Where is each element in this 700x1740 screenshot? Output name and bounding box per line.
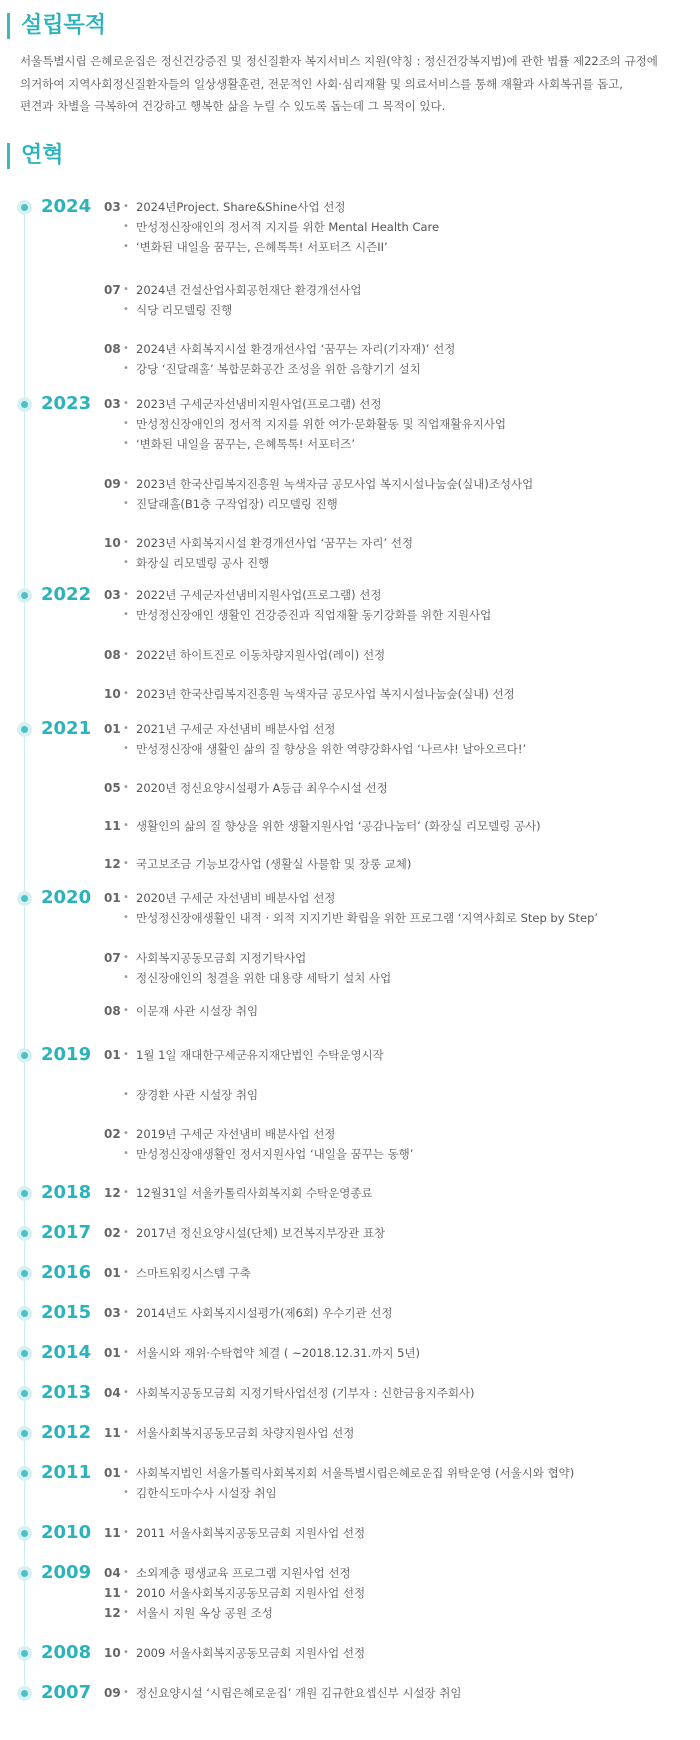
history-item: • 진달래홀(B1층 구작업장) 리모델링 진행 <box>136 494 338 514</box>
timeline-dot-icon <box>17 1266 32 1281</box>
history-item: • 2022년 하이트진로 이동차량지원사업(레이) 선정 <box>136 645 385 665</box>
history-item: • 2024년 건설산업사회공헌재단 환경개선사업 <box>136 280 361 300</box>
timeline-dot-icon <box>17 1306 32 1321</box>
purpose-line: 편견과 차별을 극복하여 건강하고 행복한 삶을 누릴 수 있도록 돕는데 그 목적이 있다. <box>20 99 446 113</box>
month-label: 11 <box>104 1526 121 1540</box>
month-label: 07 <box>104 283 121 297</box>
history-item: • 2009 서울사회복지공동모금회 지원사업 선정 <box>136 1643 365 1663</box>
month-label: 07 <box>104 951 121 965</box>
history-item: • 2024년 사회복지시설 환경개선사업 ‘꿈꾸는 자리(기자재)’ 선정 <box>136 339 455 359</box>
history-item: • ‘변화된 내일을 꿈꾸는, 은혜톡톡! 서포터즈 시즌II’ <box>136 237 388 257</box>
history-item: • 2010 서울사회복지공동모금회 지원사업 선정 <box>136 1583 365 1603</box>
month-label: 08 <box>104 342 121 356</box>
history-item: • 2023년 한국산림복지진흥원 녹색자금 공모사업 복지시설나눔숲(실내) 선정 <box>136 684 515 704</box>
month-label: 08 <box>104 648 121 662</box>
year-label: 2007 <box>41 1682 92 1703</box>
month-label: 01 <box>104 1266 121 1280</box>
history-item: • 소외계층 평생교육 프로그램 지원사업 선정 <box>136 1563 351 1583</box>
month-label: 01 <box>104 1048 121 1062</box>
timeline-dot-icon <box>17 891 32 906</box>
month-label: 05 <box>104 781 121 795</box>
history-item: • 김한식도마수사 시설장 취임 <box>136 1483 277 1503</box>
history-item: • 사회복지공동모금회 지정기탁사업선정 (기부자 : 신한금융지주회사) <box>136 1383 475 1403</box>
year-label: 2020 <box>41 887 92 908</box>
history-item: • 정신장애인의 청결을 위한 대용량 세탁기 설치 사업 <box>136 968 391 988</box>
history-item: • 만성정신장애인의 정서적 지지를 위한 Mental Health Care <box>136 217 439 237</box>
history-item: • 2019년 구세군 자선냄비 배분사업 선정 <box>136 1124 335 1144</box>
timeline-dot-icon <box>17 1426 32 1441</box>
history-item: • 정신요양시설 ‘시립은혜로운집’ 개원 김규한요셉신부 시설장 취임 <box>136 1683 462 1703</box>
month-label: 02 <box>104 1226 121 1240</box>
history-item: • 강당 ‘진달래홀’ 복합문화공간 조성을 위한 음향기기 설치 <box>136 359 421 379</box>
history-item: • 2022년 구세군자선냄비지원사업(프로그램) 선정 <box>136 585 382 605</box>
history-item: • 서울시와 재위·수탁협약 체결 ( ~2018.12.31.까지 5년) <box>136 1343 420 1363</box>
timeline-dot-icon <box>17 1186 32 1201</box>
month-label: 04 <box>104 1566 121 1580</box>
month-label: 11 <box>104 1586 121 1600</box>
month-label: 12 <box>104 1186 121 1200</box>
history-item: • 2023년 구세군자선냄비지원사업(프로그램) 선정 <box>136 394 382 414</box>
history-item: • 2020년 정신요양시설평가 A등급 최우수시설 선정 <box>136 778 388 798</box>
history-item: • 서울사회복지공동모금회 차량지원사업 선정 <box>136 1423 354 1443</box>
purpose-title: 설립목적 <box>7 13 106 39</box>
timeline-dot-icon <box>17 1226 32 1241</box>
purpose-text <box>20 50 690 118</box>
month-label: 11 <box>104 1426 121 1440</box>
year-label: 2024 <box>41 196 92 217</box>
month-label: 03 <box>104 200 121 214</box>
history-title: 연혁 <box>7 143 64 169</box>
month-label: 11 <box>104 819 121 833</box>
month-label: 09 <box>104 1686 121 1700</box>
history-item: • 만성정신장애 생활인 삶의 질 향상을 위한 역량강화사업 ‘나르샤! 날아오르다!’ <box>136 739 526 759</box>
history-item: • 2023년 사회복지시설 환경개선사업 ‘꿈꾸는 자리’ 선정 <box>136 533 413 553</box>
month-label: 10 <box>104 536 121 550</box>
history-item: • 화장실 리모델링 공사 진행 <box>136 553 269 573</box>
history-item: • 2011 서울사회복지공동모금회 지원사업 선정 <box>136 1523 365 1543</box>
year-label: 2023 <box>41 393 92 414</box>
timeline-dot-icon <box>17 588 32 603</box>
year-label: 2013 <box>41 1382 92 1403</box>
month-label: 10 <box>104 687 121 701</box>
year-label: 2011 <box>41 1462 92 1483</box>
history-item: • 사회복지공동모금회 지정기탁사업 <box>136 948 306 968</box>
history-item: • ‘변화된 내일을 꿈꾸는, 은혜톡톡! 서포터즈’ <box>136 434 355 454</box>
month-label: 12 <box>104 1606 121 1620</box>
year-label: 2016 <box>41 1262 92 1283</box>
timeline-dot-icon <box>17 1346 32 1361</box>
year-label: 2012 <box>41 1422 92 1443</box>
history-item: • 이문재 사관 시설장 취임 <box>136 1001 258 1021</box>
timeline-dot-icon <box>17 722 32 737</box>
history-item: • 사회복지법인 서울가톨릭사회복지회 서울특별시립은혜로운집 위탁운영 (서울시와 협약) <box>136 1463 574 1483</box>
history-item: • 2024년Project. Share&Shine사업 선정 <box>136 197 345 217</box>
history-item: • 만성정신장애생활인 정서지원사업 ‘내일을 꿈꾸는 동행’ <box>136 1144 413 1164</box>
history-item: • 식당 리모델링 진행 <box>136 300 232 320</box>
timeline-dot-icon <box>17 1466 32 1481</box>
timeline-dot-icon <box>17 200 32 215</box>
year-label: 2019 <box>41 1044 92 1065</box>
timeline-dot-icon <box>17 1526 32 1541</box>
purpose-line: 서울특별시립 은혜로운집은 정신건강증진 및 정신질환자 복지서비스 지원(약칭 : 정신건강복지법)에 관한 법률 제22조의 규정에 <box>20 54 658 68</box>
year-label: 2022 <box>41 584 92 605</box>
month-label: 01 <box>104 891 121 905</box>
month-label: 01 <box>104 722 121 736</box>
history-item: • 2023년 한국산림복지진흥원 녹색자금 공모사업 복지시설나눔숲(실내)조성사업 <box>136 474 533 494</box>
year-label: 2014 <box>41 1342 92 1363</box>
timeline-dot-icon <box>17 1386 32 1401</box>
month-label: 08 <box>104 1004 121 1018</box>
month-label: 09 <box>104 477 121 491</box>
history-item: • 국고보조금 기능보강사업 (생활실 사물함 및 장롱 교체) <box>136 854 411 874</box>
year-label: 2021 <box>41 718 92 739</box>
history-item: • 2020년 구세군 자선냄비 배분사업 선정 <box>136 888 335 908</box>
year-label: 2017 <box>41 1222 92 1243</box>
history-item: • 2021년 구세군 자선냄비 배분사업 선정 <box>136 719 335 739</box>
history-item: • 만성정신장애생활인 내적 · 외적 지지기반 확립을 위한 프로그램 ‘지역사회로 Step by Step’ <box>136 908 598 928</box>
month-label: 04 <box>104 1386 121 1400</box>
history-item: • 장경환 사관 시설장 취임 <box>136 1085 258 1105</box>
timeline-dot-icon <box>17 1048 32 1063</box>
history-item: • 2017년 정신요양시설(단체) 보건복지부장관 표창 <box>136 1223 385 1243</box>
month-label: 01 <box>104 1346 121 1360</box>
purpose-line: 의거하여 지역사회정신질환자들의 일상생활훈련, 전문적인 사회·심리재활 및 의료서비스를 통해 재활과 사회복귀를 돕고, <box>20 76 623 91</box>
history-item: • 만성정신장애인의 정서적 지지를 위한 여가·문화활동 및 직업재활유지사업 <box>136 414 506 434</box>
timeline-dot-icon <box>17 1686 32 1701</box>
year-label: 2018 <box>41 1182 92 1203</box>
month-label: 02 <box>104 1127 121 1141</box>
timeline-dot-icon <box>17 397 32 412</box>
timeline-dot-icon <box>17 1566 32 1581</box>
history-item: • 2014년도 사회복지시설평가(제6회) 우수기관 선정 <box>136 1303 392 1323</box>
history-item: • 1월 1일 재대한구세군유지재단법인 수탁운영시작 <box>136 1045 384 1065</box>
history-item: • 스마트워킹시스템 구축 <box>136 1263 251 1283</box>
month-label: 03 <box>104 1306 121 1320</box>
history-item: • 서울시 지원 옥상 공원 조성 <box>136 1603 273 1623</box>
year-label: 2010 <box>41 1522 92 1543</box>
month-label: 03 <box>104 397 121 411</box>
history-item: • 생활인의 삶의 질 향상을 위한 생활지원사업 ‘공감나눔터’ (화장실 리모델링 공사) <box>136 816 541 836</box>
month-label: 03 <box>104 588 121 602</box>
month-label: 12 <box>104 857 121 871</box>
history-item: • 12월31일 서울카톨릭사회복지회 수탁운영종료 <box>136 1183 373 1203</box>
timeline-dot-icon <box>17 1646 32 1661</box>
year-label: 2015 <box>41 1302 92 1323</box>
year-label: 2009 <box>41 1562 92 1583</box>
history-item: • 만성정신장애인 생활인 건강증진과 직업재활 동기강화를 위한 지원사업 <box>136 605 491 625</box>
month-label: 01 <box>104 1466 121 1480</box>
month-label: 10 <box>104 1646 121 1660</box>
year-label: 2008 <box>41 1642 92 1663</box>
